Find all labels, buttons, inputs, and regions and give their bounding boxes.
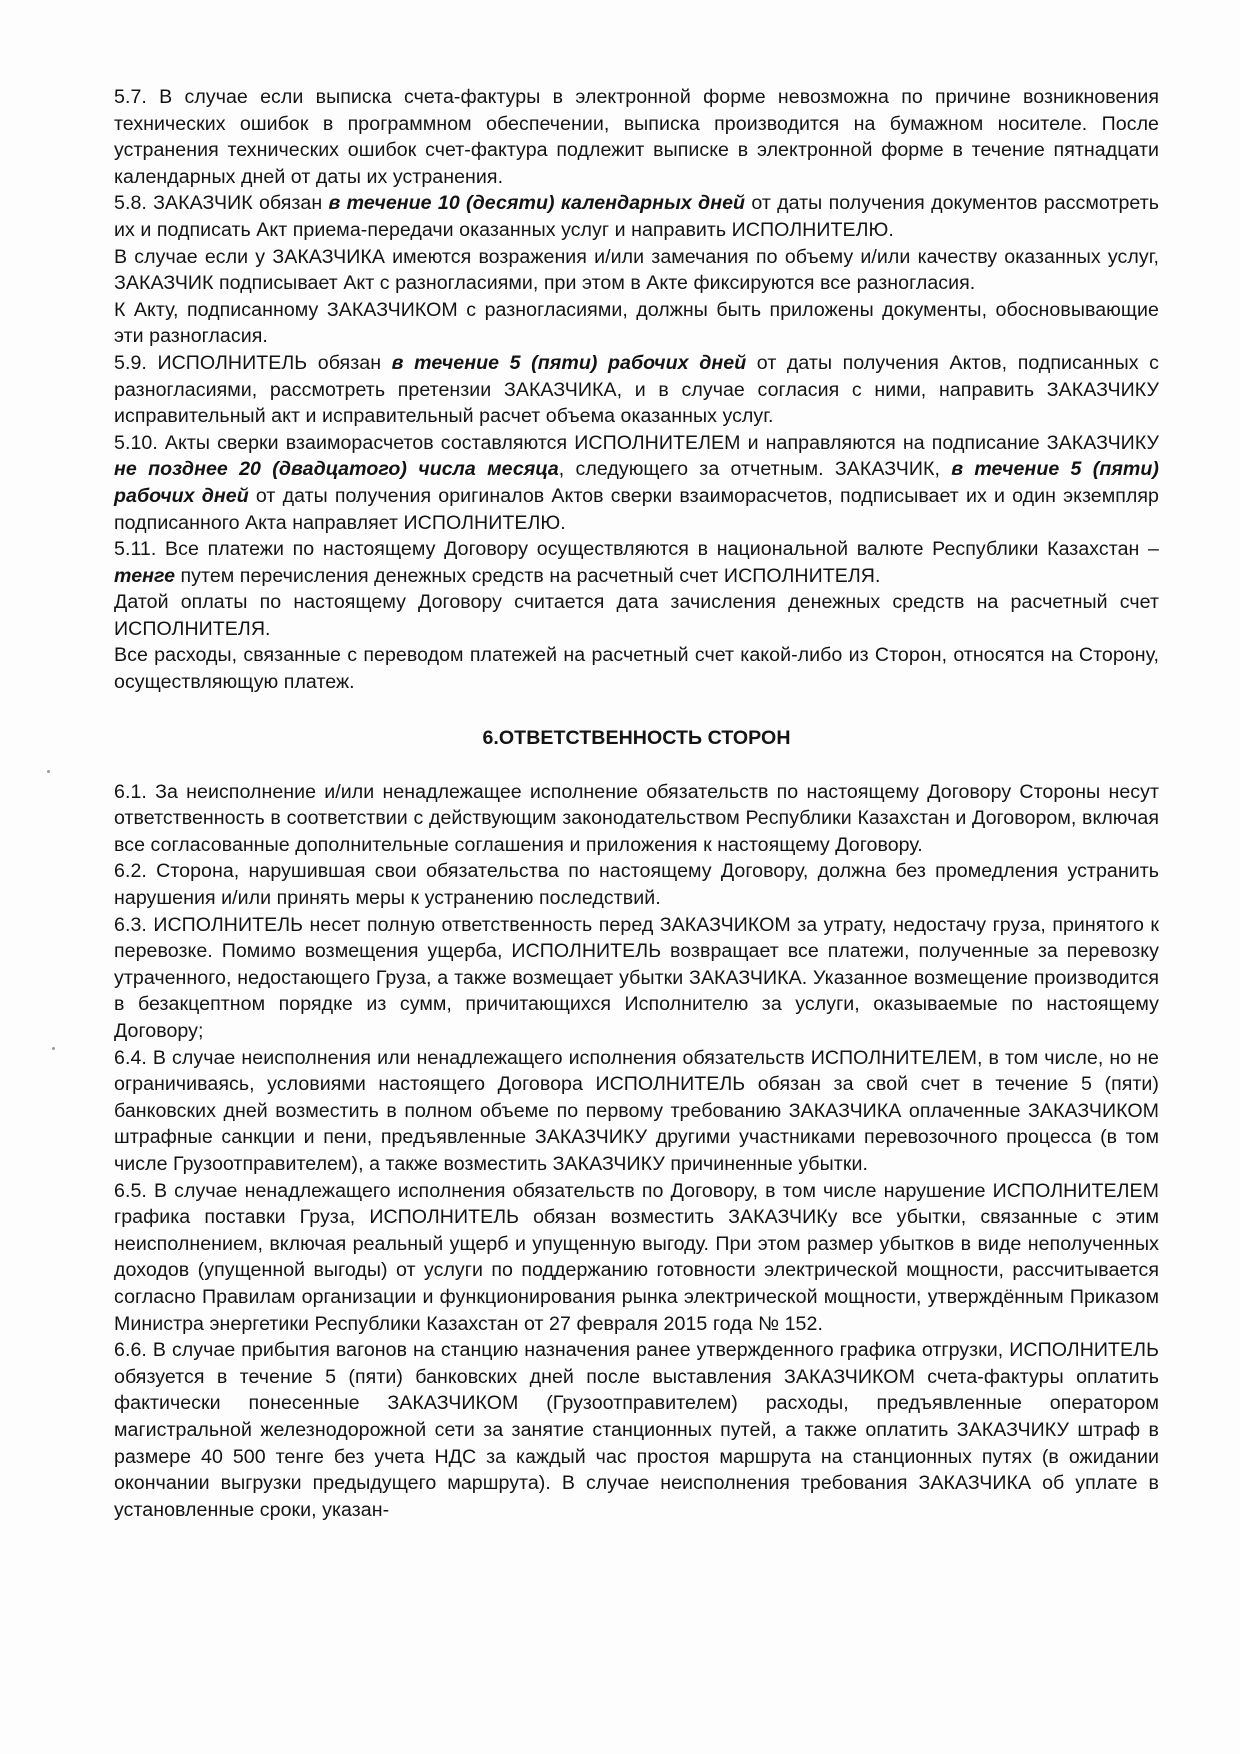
clause-text: 5.7. В случае если выписка счета-фактуры в электронной форме невозможна по причине возникновения технических ошибок в программном обеспечении, выписка производится на бумажном носителе. После устранения технических ошибок счет-фактура подлежит выписке в электронной форме в течение пятнадцати календарных дней от даты их устранения. <box>114 86 1159 188</box>
clause-5-11-expenses <box>114 642 1159 695</box>
clause-text: от даты получения оригиналов Актов сверки взаиморасчетов, подписывает их и один экземпляр подписанного Акта направляет ИСПОЛНИТЕЛЮ. <box>114 484 1159 534</box>
clause-text: от даты получения документов рассмотреть их и подписать Акт приема-передачи оказанных услуг и направить ИСПОЛНИТЕЛЮ. <box>114 192 1159 241</box>
clause-5-11 <box>114 536 1159 589</box>
clause-6-4 <box>114 1045 1159 1178</box>
clause-5-8-documents <box>114 297 1159 350</box>
clause-text: 5.8. ЗАКАЗЧИК обязан <box>114 192 329 215</box>
clause-6-3 <box>114 912 1159 1045</box>
clause-text: 6.1. За неисполнение и/или ненадлежащее исполнение обязательств по настоящему Договору Стороны несут ответственность в соответствии с действующим законодательством Республики Казахстан и Договором, включая все согласованные дополнительные соглашения и приложения к настоящему Договору. <box>114 780 1159 856</box>
clause-text: В случае если у ЗАКАЗЧИКА имеются возражения и/или замечания по объему и/или качеству оказанных услуг, ЗАКАЗЧИК подписывает Акт с разногласиями, при этом в Акте фиксируются все разногласия. <box>114 245 1159 295</box>
scan-speck <box>47 770 50 773</box>
section-6-heading: 6.ОТВЕТСТВЕННОСТЬ СТОРОН <box>482 726 791 749</box>
clause-text: , следующего за отчетным. ЗАКАЗЧИК, <box>558 458 952 481</box>
clause-6-2 <box>114 858 1159 911</box>
clause-6-1 <box>114 779 1159 859</box>
section-6-body <box>114 779 1159 1524</box>
clause-text: 6.2. Сторона, нарушившая свои обязательства по настоящему Договору, должна без промедления устранить нарушения и/или принять меры к устранению последствий. <box>114 860 1159 910</box>
scan-speck <box>52 1047 55 1050</box>
emphasis-term: в течение 10 (десяти) календарных дней <box>328 192 746 215</box>
clause-text: путем перечисления денежных средств на расчетный счет ИСПОЛНИТЕЛЯ. <box>175 564 881 587</box>
clause-text: 6.4. В случае неисполнения или ненадлежащего исполнения обязательств ИСПОЛНИТЕЛЕМ, в том числе, но не ограничиваясь, условиями настоящего Договора ИСПОЛНИТЕЛЬ обязан за свой счет в течение 5 (пяти) банковских дней возместить в полном объеме по первому требованию ЗАКАЗЧИКА оплаченные ЗАКАЗЧИКОМ штрафные санкции и пени, предъявленные ЗАКАЗЧИКУ другими участниками перевозочного процесса (в том числе Грузоотправителем), а также возместить ЗАКАЗЧИКУ причиненные убытки. <box>114 1046 1159 1175</box>
clause-text: 5.9. ИСПОЛНИТЕЛЬ обязан <box>114 351 392 374</box>
emphasis-term: в течение 5 (пяти) рабочих дней <box>114 458 1159 507</box>
clause-5-8-objections <box>114 244 1159 297</box>
emphasis-term: в течение 5 (пяти) рабочих дней <box>391 351 747 374</box>
clause-text: 5.11. Все платежи по настоящему Договору осуществляются в национальной валюте Республики Казахстан – <box>114 538 1159 561</box>
emphasis-term: не позднее 20 (двадцатого) числа месяца <box>114 458 559 481</box>
clause-6-6 <box>114 1337 1159 1523</box>
clause-text: от даты получения Актов, подписанных с разногласиями, рассмотреть претензии ЗАКАЗЧИКА, и в случае согласия с ними, направить ЗАКАЗЧИКУ исправительный акт и исправительный расчет объема оказанных услуг. <box>114 351 1159 428</box>
clause-text: 6.3. ИСПОЛНИТЕЛЬ несет полную ответственность перед ЗАКАЗЧИКОМ за утрату, недостачу груза, принятого к перевозке. Помимо возмещения ущерба, ИСПОЛНИТЕЛЬ возвращает все платежи, полученные за перевозку утраченного, недостающего Груза, а также возмещает убытки ЗАКАЗЧИКА. Указанное возмещение производится в безакцептном порядке из сумм, причитающихся Исполнителю за услуги, оказываемые по настоящему Договору; <box>114 913 1159 1042</box>
clause-text: Все расходы, связанные с переводом платежей на расчетный счет какой-либо из Сторон, относятся на Сторону, осуществляющую платеж. <box>114 644 1159 694</box>
clause-5-9 <box>114 350 1159 430</box>
section-5-body <box>114 84 1159 696</box>
clause-text: 5.10. Акты сверки взаиморасчетов составляются ИСПОЛНИТЕЛЕМ и направляются на подписание ЗАКАЗЧИКУ <box>114 431 1159 454</box>
clause-5-11-payment-date <box>114 589 1159 642</box>
clause-6-5 <box>114 1178 1159 1338</box>
clause-5-10 <box>114 430 1159 536</box>
clause-text: 6.6. В случае прибытия вагонов на станцию назначения ранее утвержденного графика отгрузки, ИСПОЛНИТЕЛЬ обязуется в течение 5 (пяти) банковских дней после выставления ЗАКАЗЧИКОМ счета-фактуры оплатить фактически понесенные ЗАКАЗЧИКОМ (Грузоотправителем) расходы, предъявленные оператором магистральной железнодорожной сети за занятие станционных путей, а также оплатить ЗАКАЗЧИКУ штраф в размере 40 500 тенге без учета НДС за каждый час простоя маршрута на станционных путях (в ожидании окончании выгрузки предыдущего маршрута). В случае неисполнения требования ЗАКАЗЧИКА об уплате в установленные сроки, указан- <box>114 1339 1159 1521</box>
clause-text: К Акту, подписанному ЗАКАЗЧИКОМ с разногласиями, должны быть приложены документы, обосновывающие эти разногласия. <box>114 298 1159 348</box>
clause-text: Датой оплаты по настоящему Договору считается дата зачисления денежных средств на расчетный счет ИСПОЛНИТЕЛЯ. <box>114 591 1159 640</box>
emphasis-term: тенге <box>114 564 176 587</box>
clause-text: 6.5. В случае ненадлежащего исполнения обязательств по Договору, в том числе нарушение ИСПОЛНИТЕЛЕМ графика поставки Груза, ИСПОЛНИТЕЛЬ обязан возместить ЗАКАЗЧИКу все убытки, связанные с этим неисполнением, включая реальный ущерб и упущенную выгоду. При этом размер убытков в виде неполученных доходов (упущенной выгоды) от услуги по поддержанию готовности электрической мощности, рассчитывается согласно Правилам организации и функционирования рынка электрической мощности, утверждённым Приказом Министра энергетики Республики Казахстан от 27 февраля 2015 года № 152. <box>114 1179 1159 1335</box>
clause-5-7 <box>114 84 1159 190</box>
clause-5-8 <box>114 190 1159 243</box>
